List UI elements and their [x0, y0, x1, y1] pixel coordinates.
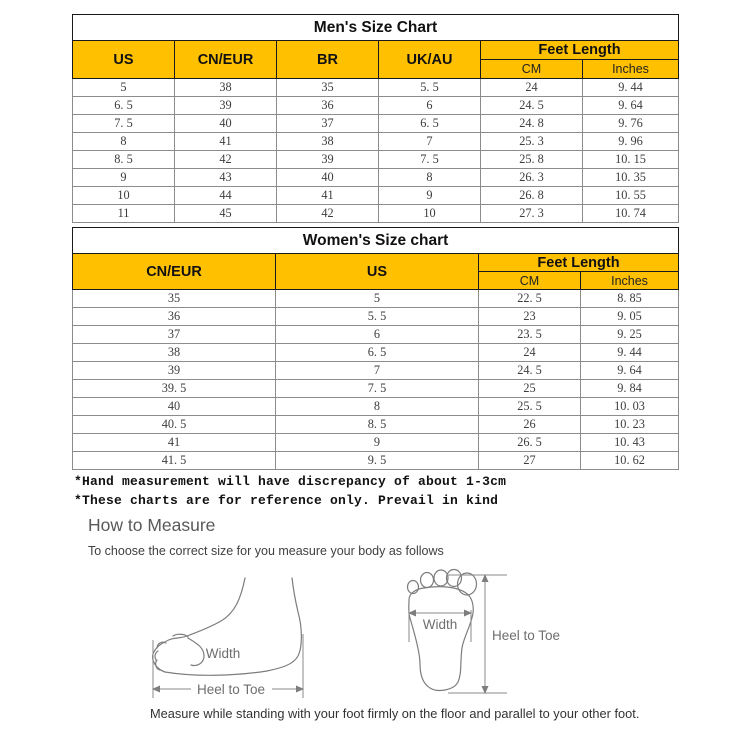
table-cell: 38: [175, 79, 277, 97]
table-cell: 36: [277, 97, 379, 115]
table-cell: 10. 35: [583, 169, 679, 187]
table-cell: 9. 44: [583, 79, 679, 97]
table-cell: 8. 5: [73, 151, 175, 169]
table-cell: 27: [479, 452, 581, 470]
big-toe-circle: [458, 573, 477, 595]
table-cell: 39: [277, 151, 379, 169]
table-cell: 35: [277, 79, 379, 97]
table-cell: 38: [277, 133, 379, 151]
table-title-row: [73, 15, 679, 41]
table-row: [73, 452, 679, 470]
table-row: [73, 290, 679, 308]
table-cell: 11: [73, 205, 175, 223]
footnote-measurement-discrepancy: *Hand measurement will have discrepancy of about 1-3cm: [74, 474, 507, 489]
column-header-cn-eur: CN/EUR: [73, 254, 276, 290]
table-cell: 9. 44: [581, 344, 679, 362]
table-cell: 43: [175, 169, 277, 187]
table-row: [73, 416, 679, 434]
table-cell: 5. 5: [276, 308, 479, 326]
table-cell: 8: [379, 169, 481, 187]
table-cell: 25: [479, 380, 581, 398]
table-cell: 41: [175, 133, 277, 151]
table-cell: 24. 8: [481, 115, 583, 133]
table-cell: 5. 5: [379, 79, 481, 97]
table-cell: 8. 5: [276, 416, 479, 434]
toe-circle-2: [421, 573, 434, 588]
table-row: [73, 115, 679, 133]
table-row: [73, 380, 679, 398]
table-cell: 39: [175, 97, 277, 115]
column-header-feet-length: Feet Length: [481, 41, 679, 60]
table-cell: 24. 5: [481, 97, 583, 115]
column-header-inches: Inches: [583, 60, 679, 79]
table-cell: 8: [73, 133, 175, 151]
table-cell: 26. 5: [479, 434, 581, 452]
foot-side-view-diagram: [145, 568, 325, 705]
column-header-us: US: [73, 41, 175, 79]
heel-to-toe-label-side: Heel to Toe: [196, 682, 266, 697]
table-row: [73, 205, 679, 223]
table-cell: 40: [277, 169, 379, 187]
table-row: [73, 133, 679, 151]
header-row: [73, 254, 679, 272]
table-row: [73, 308, 679, 326]
how-to-measure-subtitle: To choose the correct size for you measure your body as follows: [88, 544, 444, 558]
table-cell: 9. 96: [583, 133, 679, 151]
table-cell: 40. 5: [73, 416, 276, 434]
table-cell: 37: [277, 115, 379, 133]
table-cell: 22. 5: [479, 290, 581, 308]
table-cell: 9. 76: [583, 115, 679, 133]
table-row: [73, 79, 679, 97]
table-cell: 36: [73, 308, 276, 326]
table-cell: 7: [276, 362, 479, 380]
table-cell: 6: [379, 97, 481, 115]
womens-table-title: Women's Size chart: [73, 228, 679, 254]
table-cell: 39: [73, 362, 276, 380]
heel-to-toe-label-sole: Heel to Toe: [492, 628, 561, 643]
table-row: [73, 434, 679, 452]
table-cell: 41: [277, 187, 379, 205]
mens-size-table: [72, 14, 679, 223]
table-cell: 9: [73, 169, 175, 187]
column-header-br: BR: [277, 41, 379, 79]
table-cell: 27. 3: [481, 205, 583, 223]
table-cell: 7. 5: [73, 115, 175, 133]
table-cell: 8: [276, 398, 479, 416]
column-header-cm: CM: [481, 60, 583, 79]
table-row: [73, 187, 679, 205]
table-cell: 44: [175, 187, 277, 205]
table-cell: 26: [479, 416, 581, 434]
table-cell: 10. 55: [583, 187, 679, 205]
table-cell: 24. 5: [479, 362, 581, 380]
table-cell: 9. 64: [583, 97, 679, 115]
table-cell: 37: [73, 326, 276, 344]
column-header-us: US: [276, 254, 479, 290]
table-cell: 7. 5: [379, 151, 481, 169]
table-cell: 23: [479, 308, 581, 326]
how-to-measure-heading: How to Measure: [88, 515, 216, 535]
table-title-row: [73, 228, 679, 254]
footnote-reference-only: *These charts are for reference only. Prevail in kind: [74, 493, 499, 508]
table-cell: 8. 85: [581, 290, 679, 308]
table-cell: 9. 05: [581, 308, 679, 326]
column-header-feet-length: Feet Length: [479, 254, 679, 272]
table-row: [73, 151, 679, 169]
table-cell: 6. 5: [73, 97, 175, 115]
table-cell: 35: [73, 290, 276, 308]
table-cell: 26. 3: [481, 169, 583, 187]
table-row: [73, 169, 679, 187]
table-cell: 10. 62: [581, 452, 679, 470]
mens-table-title: Men's Size Chart: [73, 15, 679, 41]
table-cell: 10. 23: [581, 416, 679, 434]
table-cell: 25. 8: [481, 151, 583, 169]
table-row: [73, 97, 679, 115]
foot-sole-view-diagram: [400, 568, 570, 705]
table-cell: 39. 5: [73, 380, 276, 398]
width-leader-curve: [188, 638, 204, 666]
table-cell: 45: [175, 205, 277, 223]
table-cell: 5: [73, 79, 175, 97]
table-cell: 41: [73, 434, 276, 452]
table-cell: 10: [379, 205, 481, 223]
table-cell: 9: [379, 187, 481, 205]
column-header-cm: CM: [479, 272, 581, 290]
column-header-cn-eur: CN/EUR: [175, 41, 277, 79]
footnotes: [74, 472, 506, 510]
table-cell: 6. 5: [379, 115, 481, 133]
table-cell: 24: [481, 79, 583, 97]
table-cell: 24: [479, 344, 581, 362]
table-row: [73, 398, 679, 416]
table-cell: 7. 5: [276, 380, 479, 398]
width-label-sole: Width: [422, 617, 458, 632]
table-cell: 6. 5: [276, 344, 479, 362]
table-cell: 10. 74: [583, 205, 679, 223]
column-header-uk-au: UK/AU: [379, 41, 481, 79]
table-cell: 9. 5: [276, 452, 479, 470]
table-cell: 10: [73, 187, 175, 205]
table-cell: 9. 25: [581, 326, 679, 344]
measure-instruction-caption: Measure while standing with your foot firmly on the floor and parallel to your other foot.: [150, 706, 640, 721]
table-cell: 6: [276, 326, 479, 344]
table-row: [73, 344, 679, 362]
table-cell: 25. 3: [481, 133, 583, 151]
table-cell: 42: [277, 205, 379, 223]
sole-outline: [409, 587, 473, 691]
table-cell: 25. 5: [479, 398, 581, 416]
table-cell: 9: [276, 434, 479, 452]
table-cell: 7: [379, 133, 481, 151]
toe-circle-3: [434, 570, 448, 586]
table-row: [73, 326, 679, 344]
table-cell: 10. 43: [581, 434, 679, 452]
header-row: [73, 41, 679, 60]
table-cell: 41. 5: [73, 452, 276, 470]
column-header-inches: Inches: [581, 272, 679, 290]
table-cell: 10. 03: [581, 398, 679, 416]
table-cell: 38: [73, 344, 276, 362]
table-cell: 42: [175, 151, 277, 169]
table-cell: 10. 15: [583, 151, 679, 169]
womens-size-table: [72, 227, 679, 470]
table-cell: 23. 5: [479, 326, 581, 344]
table-cell: 9. 64: [581, 362, 679, 380]
table-cell: 40: [175, 115, 277, 133]
table-cell: 9. 84: [581, 380, 679, 398]
table-cell: 5: [276, 290, 479, 308]
table-row: [73, 362, 679, 380]
table-cell: 40: [73, 398, 276, 416]
width-label-side: Width: [205, 646, 241, 661]
table-cell: 26. 8: [481, 187, 583, 205]
